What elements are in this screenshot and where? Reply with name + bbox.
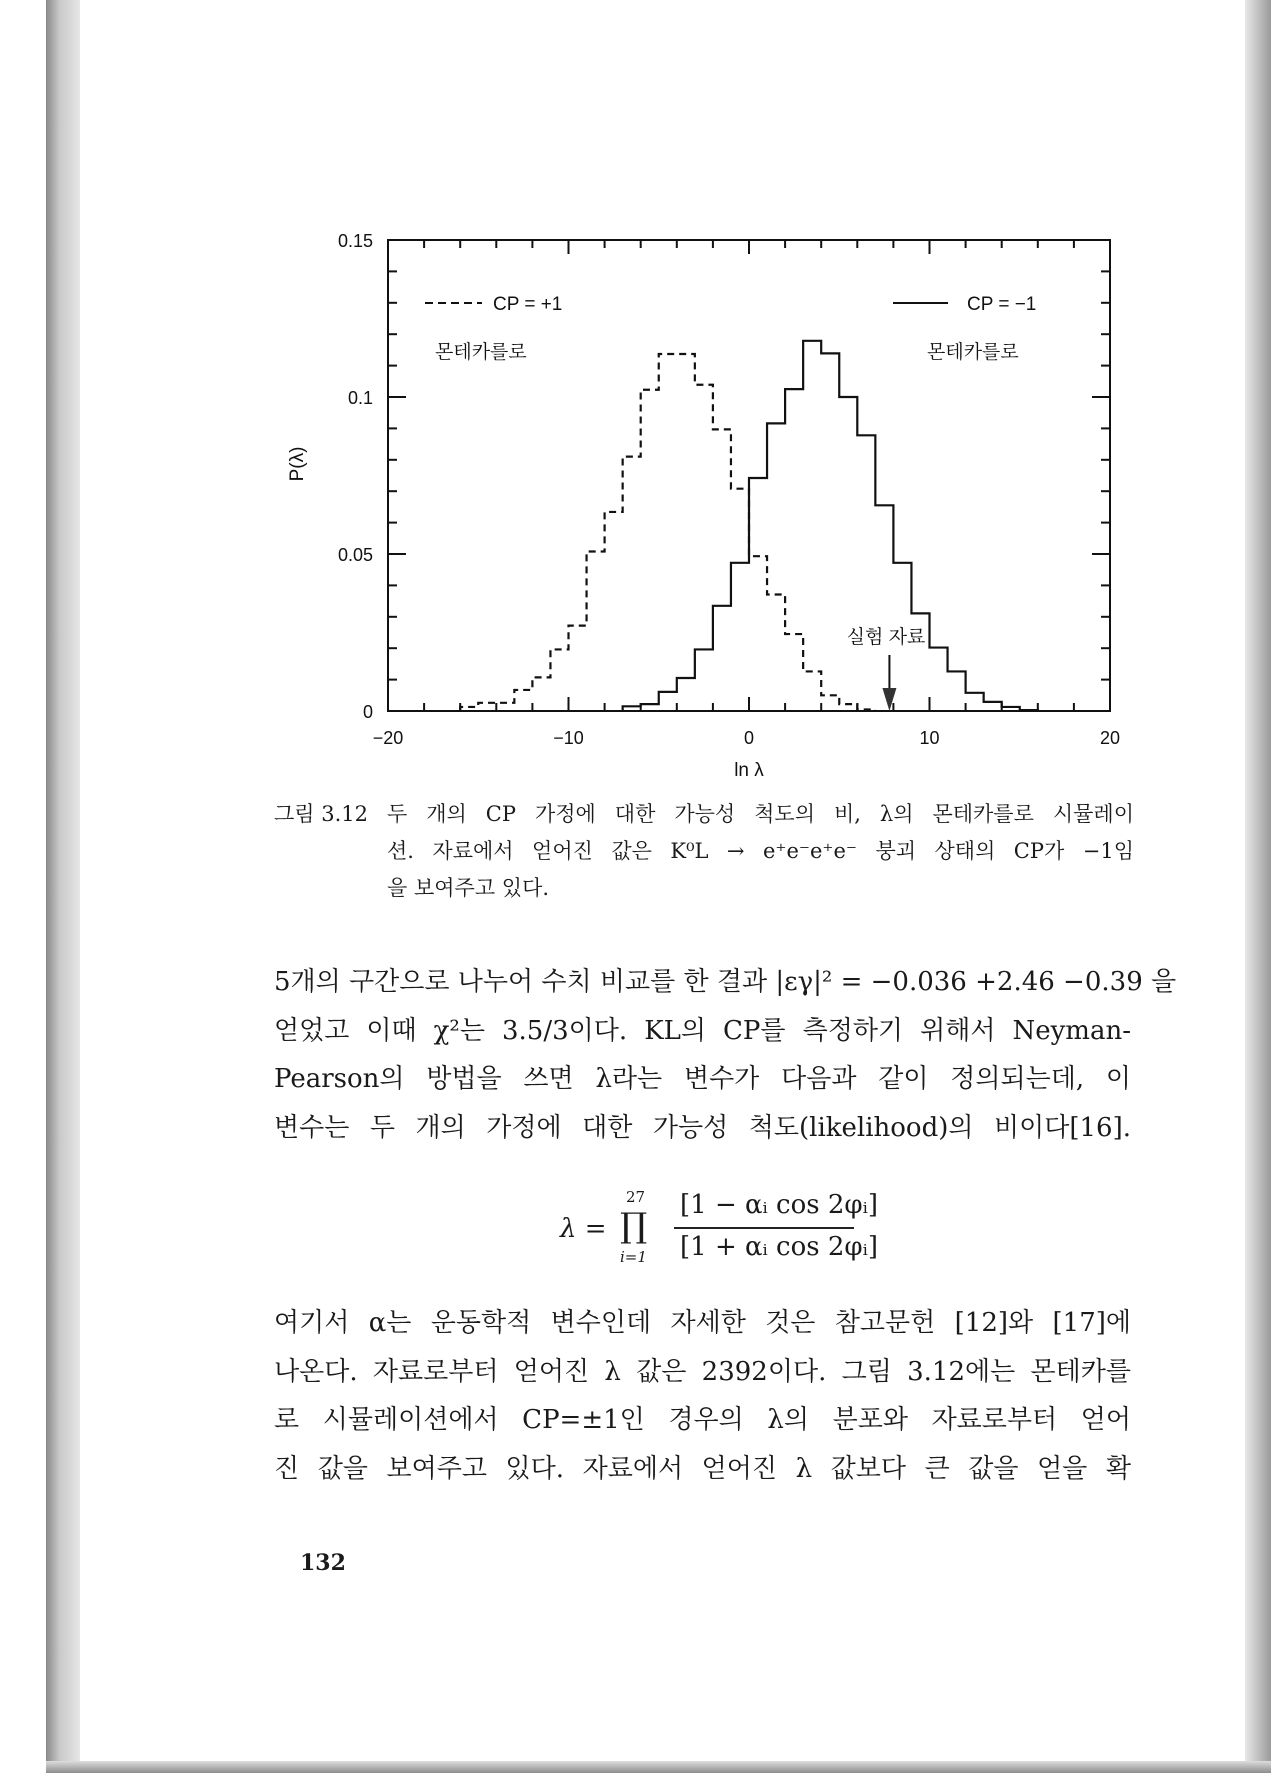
y-tick-label: 0	[362, 702, 373, 722]
y-tick-label: 0.15	[337, 231, 373, 251]
histogram-series-cp-minus	[623, 341, 1038, 711]
text-line: 여기서 α는 운동학적 변수인데 자세한 것은 참고문헌 [12]와 [17]에	[274, 1308, 1131, 1338]
formula-product: ∏	[620, 1206, 648, 1246]
x-tick-label: 0	[743, 728, 755, 748]
data-arrow-icon	[882, 655, 896, 711]
formula-numerator: [1 − αᵢ cos 2φᵢ]	[680, 1190, 878, 1220]
paragraph-2	[274, 1299, 1131, 1494]
y-axis-label: P(λ)	[287, 446, 308, 482]
formula-upper: 27	[626, 1188, 646, 1206]
formula-lower: i=1	[620, 1248, 647, 1266]
x-axis-label: ln λ	[734, 760, 764, 781]
text-line: 나온다. 자료로부터 얻어진 λ 값은 2392이다. 그림 3.12에는 몬테카를	[274, 1356, 1131, 1387]
legend-mc-right: 몬테카를로	[927, 342, 1019, 363]
figure-caption	[274, 796, 1134, 907]
y-tick-label: 0.05	[337, 545, 373, 565]
caption-label: 그림 3.12	[274, 802, 369, 826]
text-line: 로 시뮬레이션에서 CP=±1인 경우의 λ의 분포와 자료로부터 얻어	[274, 1405, 1131, 1436]
x-tick-label: −10	[553, 728, 584, 748]
histogram-series-cp-plus	[460, 354, 875, 711]
legend-cp-minus: CP = −1	[967, 294, 1037, 315]
legend-cp-plus: CP = +1	[493, 294, 563, 315]
y-tick-label: 0.1	[347, 388, 373, 408]
x-tick-label: 10	[919, 728, 940, 748]
caption-line: 을 보여주고 있다.	[387, 876, 550, 900]
text-line: 5개의 구간으로 나누어 수치 비교를 한 결과 |εγ|² = −0.036 +2.46 −0.39 을	[274, 967, 1177, 997]
text-line: 변수는 두 개의 가정에 대한 가능성 척도(likelihood)의 비이다[16].	[274, 1113, 1131, 1144]
page-edge-bottom	[46, 1761, 1271, 1773]
fraction-bar	[674, 1227, 854, 1229]
lambda-formula	[540, 1188, 880, 1268]
histogram-chart	[0, 0, 1271, 800]
paragraph-1	[274, 958, 1177, 1153]
data-annotation-label: 실험 자료	[846, 627, 926, 648]
formula-denominator: [1 + αᵢ cos 2φᵢ]	[680, 1232, 878, 1262]
page-number: 132	[300, 1550, 346, 1576]
caption-line: 두 개의 CP 가정에 대한 가능성 척도의 비, λ의 몬테카를로 시뮬레이	[387, 802, 1134, 826]
x-tick-label: −20	[372, 728, 404, 748]
legend-mc-left: 몬테카를로	[435, 342, 527, 363]
formula-lhs: λ =	[560, 1214, 607, 1244]
caption-line: 션. 자료에서 얻어진 값은 K⁰L → e⁺e⁻e⁺e⁻ 붕괴 상태의 CP가 −1임	[387, 839, 1134, 863]
text-line: Pearson의 방법을 쓰면 λ라는 변수가 다음과 같이 정의되는데, 이	[274, 1064, 1131, 1095]
x-tick-label: 20	[1099, 728, 1121, 748]
text-line: 진 값을 보여주고 있다. 자료에서 얻어진 λ 값보다 큰 값을 얻을 확	[274, 1454, 1131, 1485]
text-line: 얻었고 이때 χ²는 3.5/3이다. KL의 CP를 측정하기 위해서 Neyman-	[274, 1015, 1131, 1046]
